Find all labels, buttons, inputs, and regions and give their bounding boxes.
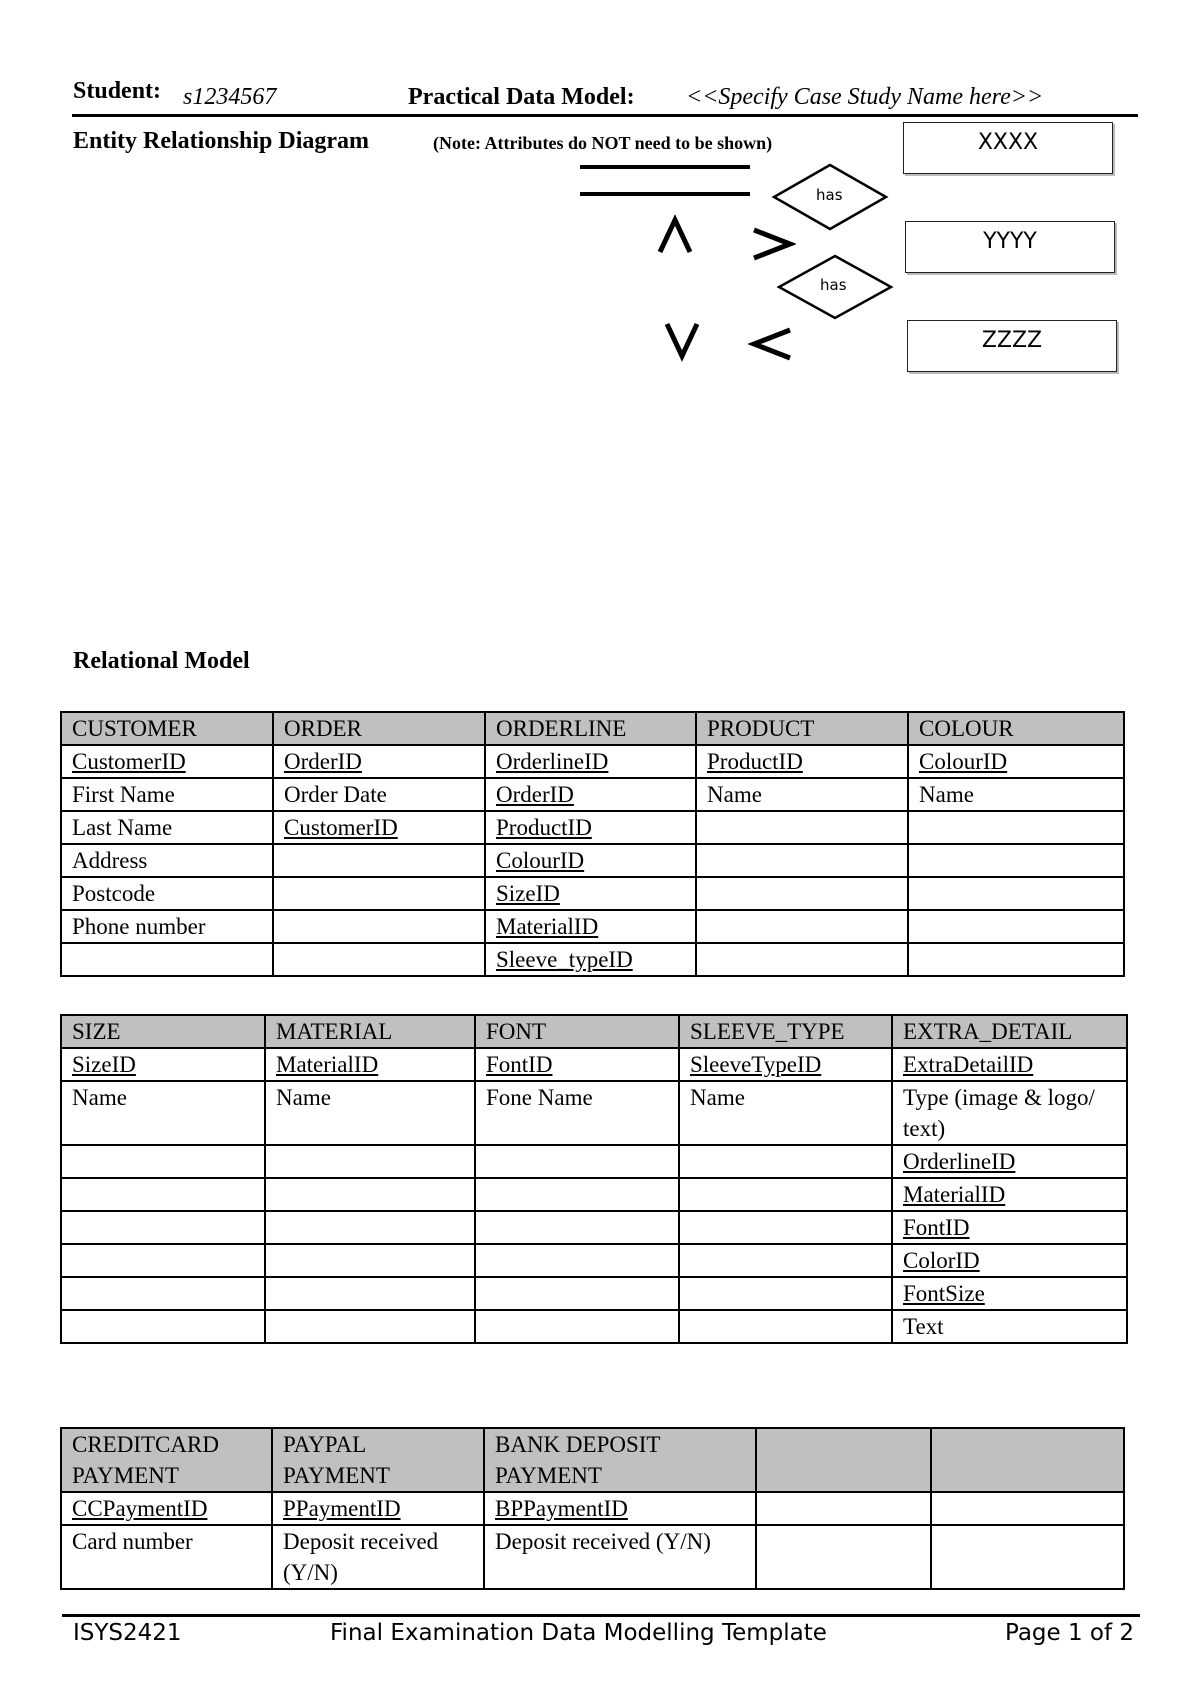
footer-title: Final Examination Data Modelling Template bbox=[330, 1620, 827, 1646]
relational-table-3 bbox=[60, 1427, 1125, 1590]
table-cell bbox=[265, 1277, 475, 1310]
table-cell: First Name bbox=[61, 778, 273, 811]
table-cell bbox=[696, 877, 908, 910]
notation-caret-up bbox=[654, 212, 698, 258]
table-header-cell bbox=[756, 1428, 931, 1492]
table-row bbox=[61, 1145, 1127, 1178]
notation-less-than bbox=[748, 324, 796, 364]
table-cell: Address bbox=[61, 844, 273, 877]
table-cell bbox=[475, 1310, 679, 1343]
table-cell bbox=[475, 1277, 679, 1310]
relationship-label-1: has bbox=[816, 186, 843, 204]
table-row bbox=[61, 1244, 1127, 1277]
table-cell bbox=[61, 1211, 265, 1244]
table-cell: CustomerID bbox=[273, 811, 485, 844]
table-row bbox=[61, 1492, 1124, 1525]
table-cell: Card number bbox=[61, 1525, 272, 1589]
table-cell bbox=[273, 910, 485, 943]
table-cell bbox=[475, 1211, 679, 1244]
table-cell bbox=[696, 811, 908, 844]
table-cell: Name bbox=[908, 778, 1124, 811]
entity-xxxx: XXXX bbox=[903, 122, 1113, 174]
table-cell: Deposit received (Y/N) bbox=[484, 1525, 756, 1589]
table-cell: Postcode bbox=[61, 877, 273, 910]
header-rule bbox=[72, 114, 1138, 117]
table-cell bbox=[475, 1178, 679, 1211]
table-header-cell: COLOUR bbox=[908, 712, 1124, 745]
table-cell bbox=[908, 943, 1124, 976]
double-line-bottom bbox=[580, 192, 750, 196]
table-cell bbox=[931, 1525, 1124, 1589]
table-header-cell: ORDER bbox=[273, 712, 485, 745]
table-header-cell: CUSTOMER bbox=[61, 712, 273, 745]
table-cell bbox=[679, 1277, 892, 1310]
table-cell: Name bbox=[696, 778, 908, 811]
student-id: s1234567 bbox=[183, 84, 277, 110]
table-cell bbox=[908, 844, 1124, 877]
relational-table-2 bbox=[60, 1014, 1128, 1344]
erd-note: (Note: Attributes do NOT need to be shown) bbox=[433, 133, 773, 153]
table-cell: SizeID bbox=[485, 877, 696, 910]
table-row bbox=[61, 811, 1124, 844]
table-cell bbox=[273, 877, 485, 910]
table-cell bbox=[265, 1145, 475, 1178]
model-label: Practical Data Model: bbox=[408, 84, 635, 110]
table-cell: ProductID bbox=[485, 811, 696, 844]
table-header-cell bbox=[931, 1428, 1124, 1492]
table-row bbox=[61, 778, 1124, 811]
table-cell bbox=[696, 844, 908, 877]
table-cell: SleeveTypeID bbox=[679, 1048, 892, 1081]
erd-title: Entity Relationship Diagram bbox=[73, 128, 370, 154]
table-cell bbox=[756, 1492, 931, 1525]
case-study-name: <<Specify Case Study Name here>> bbox=[686, 84, 1044, 110]
table-row bbox=[61, 1310, 1127, 1343]
notation-greater-than bbox=[748, 224, 796, 264]
table-header-cell: FONT bbox=[475, 1015, 679, 1048]
relationship-label-2: has bbox=[820, 276, 847, 294]
table-cell bbox=[265, 1310, 475, 1343]
table-cell bbox=[679, 1244, 892, 1277]
table-cell: MaterialID bbox=[892, 1178, 1127, 1211]
table-cell: CustomerID bbox=[61, 745, 273, 778]
table-cell: PPaymentID bbox=[272, 1492, 484, 1525]
notation-v bbox=[661, 318, 705, 364]
student-label: Student: bbox=[73, 78, 162, 104]
table-cell bbox=[908, 811, 1124, 844]
table-header-row bbox=[61, 712, 1124, 745]
table-row bbox=[61, 1525, 1124, 1589]
table-cell: Text bbox=[892, 1310, 1127, 1343]
table-cell bbox=[273, 844, 485, 877]
table-cell: FontID bbox=[892, 1211, 1127, 1244]
table-cell bbox=[265, 1178, 475, 1211]
table-cell: ProductID bbox=[696, 745, 908, 778]
table-cell bbox=[679, 1145, 892, 1178]
table-cell: Name bbox=[265, 1081, 475, 1145]
relational-table-1 bbox=[60, 711, 1125, 977]
table-cell bbox=[273, 943, 485, 976]
relational-model-title: Relational Model bbox=[73, 648, 250, 674]
table-cell bbox=[679, 1178, 892, 1211]
footer-course: ISYS2421 bbox=[73, 1620, 182, 1646]
table-row bbox=[61, 844, 1124, 877]
table-header-row bbox=[61, 1015, 1127, 1048]
table-row bbox=[61, 1211, 1127, 1244]
table-row bbox=[61, 1048, 1127, 1081]
table-header-cell: SIZE bbox=[61, 1015, 265, 1048]
table-cell bbox=[931, 1492, 1124, 1525]
double-line-top bbox=[580, 165, 750, 169]
table-cell bbox=[679, 1310, 892, 1343]
table-row bbox=[61, 745, 1124, 778]
table-cell: ExtraDetailID bbox=[892, 1048, 1127, 1081]
table-row bbox=[61, 1178, 1127, 1211]
table-header-cell: BANK DEPOSIT PAYMENT bbox=[484, 1428, 756, 1492]
table-cell bbox=[696, 910, 908, 943]
table-cell: SizeID bbox=[61, 1048, 265, 1081]
table-cell: OrderID bbox=[273, 745, 485, 778]
table-cell bbox=[61, 1310, 265, 1343]
table-cell: FontID bbox=[475, 1048, 679, 1081]
table-row bbox=[61, 1277, 1127, 1310]
table-cell: CCPaymentID bbox=[61, 1492, 272, 1525]
table-cell: Deposit received (Y/N) bbox=[272, 1525, 484, 1589]
entity-yyyy: YYYY bbox=[905, 221, 1115, 273]
table-cell bbox=[475, 1244, 679, 1277]
table-cell: OrderlineID bbox=[485, 745, 696, 778]
table-cell bbox=[61, 943, 273, 976]
table-header-cell: PRODUCT bbox=[696, 712, 908, 745]
table-cell: MaterialID bbox=[265, 1048, 475, 1081]
table-cell bbox=[61, 1145, 265, 1178]
table-cell: OrderID bbox=[485, 778, 696, 811]
table-cell: ColorID bbox=[892, 1244, 1127, 1277]
table-cell: OrderlineID bbox=[892, 1145, 1127, 1178]
table-cell: Last Name bbox=[61, 811, 273, 844]
table-cell bbox=[756, 1525, 931, 1589]
table-header-row bbox=[61, 1428, 1124, 1492]
table-header-cell: PAYPAL PAYMENT bbox=[272, 1428, 484, 1492]
table-cell: MaterialID bbox=[485, 910, 696, 943]
table-cell bbox=[61, 1178, 265, 1211]
table-cell: ColourID bbox=[485, 844, 696, 877]
table-row bbox=[61, 910, 1124, 943]
table-cell: Order Date bbox=[273, 778, 485, 811]
table-cell: Fone Name bbox=[475, 1081, 679, 1145]
table-cell: Sleeve_typeID bbox=[485, 943, 696, 976]
table-cell bbox=[679, 1211, 892, 1244]
table-cell: Name bbox=[61, 1081, 265, 1145]
table-cell: Name bbox=[679, 1081, 892, 1145]
table-row bbox=[61, 877, 1124, 910]
table-cell: Type (image & logo/ text) bbox=[892, 1081, 1127, 1145]
table-cell: FontSize bbox=[892, 1277, 1127, 1310]
table-cell bbox=[265, 1244, 475, 1277]
table-header-cell: MATERIAL bbox=[265, 1015, 475, 1048]
table-header-cell: EXTRA_DETAIL bbox=[892, 1015, 1127, 1048]
table-cell: BPPaymentID bbox=[484, 1492, 756, 1525]
table-cell: ColourID bbox=[908, 745, 1124, 778]
table-row bbox=[61, 1081, 1127, 1145]
table-header-cell: CREDITCARD PAYMENT bbox=[61, 1428, 272, 1492]
table-row bbox=[61, 943, 1124, 976]
table-cell bbox=[908, 910, 1124, 943]
table-header-cell: SLEEVE_TYPE bbox=[679, 1015, 892, 1048]
table-cell bbox=[475, 1145, 679, 1178]
footer-page: Page 1 of 2 bbox=[1005, 1620, 1135, 1646]
table-cell bbox=[908, 877, 1124, 910]
table-cell bbox=[61, 1277, 265, 1310]
footer-rule bbox=[62, 1614, 1140, 1617]
table-header-cell: ORDERLINE bbox=[485, 712, 696, 745]
entity-zzzz: ZZZZ bbox=[907, 320, 1117, 372]
table-cell bbox=[61, 1244, 265, 1277]
table-cell bbox=[265, 1211, 475, 1244]
table-cell bbox=[696, 943, 908, 976]
table-cell: Phone number bbox=[61, 910, 273, 943]
